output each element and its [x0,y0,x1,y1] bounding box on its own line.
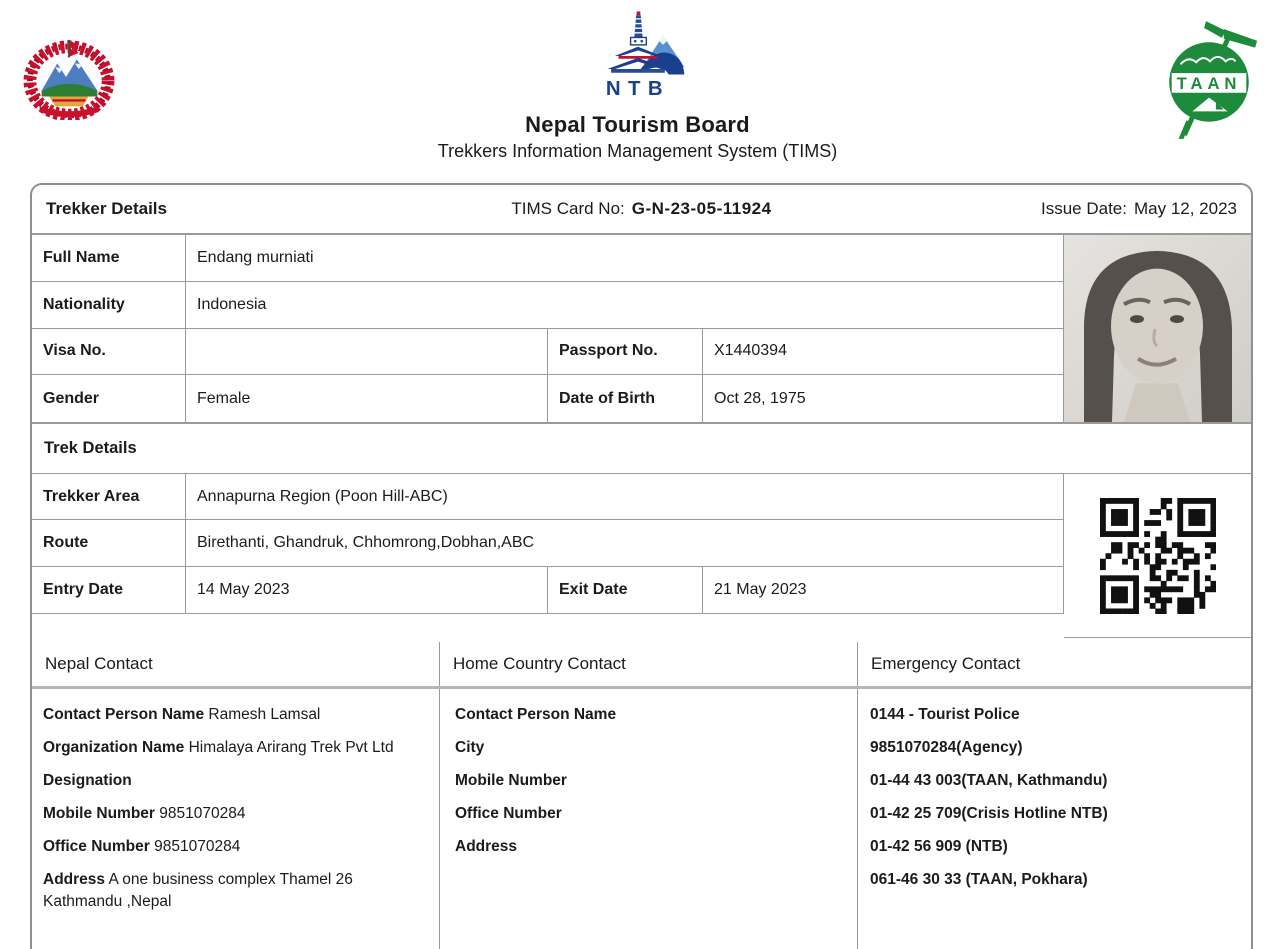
full-name-value: Endang murniati [186,235,1063,282]
contact-row: Designation [43,772,132,789]
taan-logo-icon [1155,14,1263,151]
tims-card-no-label: TIMS Card No: [511,199,625,218]
exit-date-label: Exit Date [548,567,703,613]
page-title: Nepal Tourism Board [525,112,750,137]
emergency-line: 0144 - Tourist Police [870,706,1020,723]
dob-value: Oct 28, 1975 [714,389,806,407]
emergency-line: 061-46 30 33 (TAAN, Pokhara) [870,871,1088,888]
trek-details-section [32,474,1251,638]
nationality-label: Nationality [32,282,186,329]
page-header [0,6,1275,162]
contact-row: City [455,739,485,756]
page-subtitle: Trekkers Information Management System (TIMS) [437,141,838,161]
nationality-value: Indonesia [186,282,1063,329]
trek-details-section-title: Trek Details [32,424,1251,474]
nepal-contact-column [32,689,439,949]
nepal-contact-title: Nepal Contact [45,654,153,673]
trekker-area-value: Annapurna Region (Poon Hill-ABC) [186,474,1063,520]
svg-text:TAAN: TAAN [1176,73,1242,93]
contacts-body [32,689,1251,949]
entry-date-value: 14 May 2023 [186,567,548,613]
svg-text:NTB: NTB [605,77,670,100]
exit-date-value: 21 May 2023 [714,580,807,598]
visa-no-value [186,329,548,376]
trek-details-table [32,474,1064,614]
home-country-contact-column [439,689,857,949]
tims-card [30,183,1253,949]
contact-row: Contact Person Name Ramesh Lamsal [43,706,321,723]
home-country-contact-title: Home Country Contact [439,642,857,686]
gender-value: Female [186,375,548,422]
emergency-line: 01-44 43 003(TAAN, Kathmandu) [870,772,1108,789]
contact-row: Mobile Number 9851070284 [43,805,246,822]
full-name-label: Full Name [32,235,186,282]
dob-label: Date of Birth [548,375,703,422]
emergency-contact-title: Emergency Contact [857,642,1251,686]
contact-row: Office Number [455,805,562,822]
contact-row: Address [455,838,518,855]
trekker-details-section-title: Trekker Details [46,199,167,218]
contacts-header [32,642,1251,689]
ntb-logo-icon [587,6,689,106]
trekker-details-table [32,235,1064,422]
entry-date-label: Entry Date [32,567,186,613]
issue-date [1041,199,1237,219]
route-value: Birethanti, Ghandruk, Chhomrong,Dobhan,ABC [186,520,1063,566]
emergency-line: 01-42 56 909 (NTB) [870,838,1008,855]
issue-date-label: Issue Date: [1040,199,1127,218]
contact-row: Organization Name Himalaya Arirang Trek Pvt Ltd [43,739,394,756]
tims-card-no-value: G-N-23-05-11924 [631,199,772,218]
contact-row: Address A one business complex Thamel 26 Kathmandu ,Nepal [43,871,353,910]
emergency-contact-column [857,689,1251,949]
contact-row: Contact Person Name [455,706,617,723]
issue-date-value: May 12, 2023 [1133,199,1237,218]
trekker-details-section [32,235,1251,424]
card-header [32,185,1251,235]
passport-no-label: Passport No. [548,329,703,376]
passport-no-value: X1440394 [703,329,1063,376]
trekker-photo [1064,235,1251,422]
visa-no-label: Visa No. [32,329,186,376]
gender-label: Gender [32,375,186,422]
contact-row: Office Number 9851070284 [43,838,241,855]
emergency-line: 9851070284(Agency) [870,739,1023,756]
contact-row: Mobile Number [455,772,567,789]
emergency-line: 01-42 25 709(Crisis Hotline NTB) [870,805,1108,822]
qr-code [1064,474,1251,638]
trekker-area-label: Trekker Area [32,474,186,520]
route-label: Route [32,520,186,566]
